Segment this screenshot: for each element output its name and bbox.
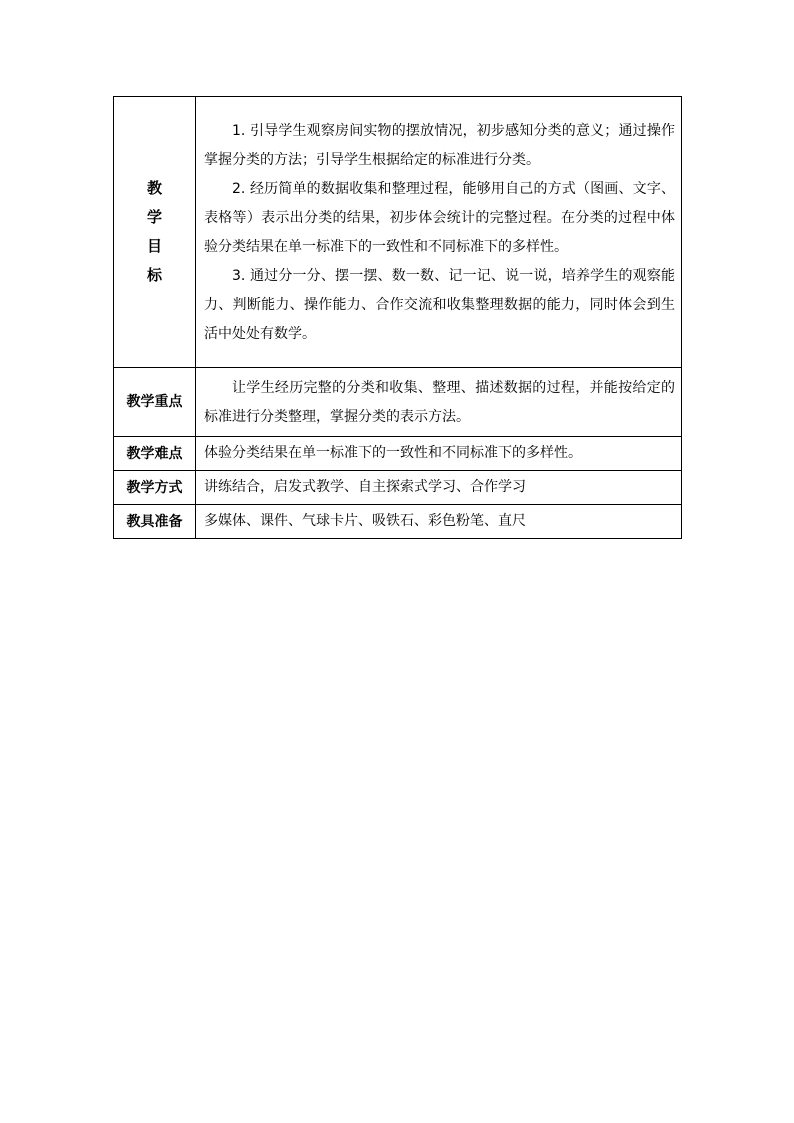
teaching-focus-content <box>196 368 682 437</box>
teaching-difficulty-row <box>114 437 682 471</box>
teaching-materials-label: 教具准备 <box>114 505 196 539</box>
teaching-focus-label: 教学重点 <box>114 368 196 437</box>
teaching-goal-item: 1. 引导学生观察房间实物的摆放情况，初步感知分类的意义；通过操作掌握分类的方法；引导学生根据给定的标准进行分类。 <box>204 123 675 168</box>
teaching-focus-row <box>114 368 682 437</box>
teaching-materials-text: 多媒体、课件、气球卡片、吸铁石、彩色粉笔、直尺 <box>196 505 682 539</box>
teaching-method-row <box>114 471 682 505</box>
lesson-plan-table <box>113 96 682 539</box>
teaching-difficulty-text: 体验分类结果在单一标准下的一致性和不同标准下的多样性。 <box>196 437 682 471</box>
teaching-goal-item: 3. 通过分一分、摆一摆、数一数、记一记、说一说，培养学生的观察能力、判断能力、操作能力、合作交流和收集整理数据的能力，同时体会到生活中处处有数学。 <box>204 268 675 342</box>
teaching-method-label: 教学方式 <box>114 471 196 505</box>
teaching-materials-row <box>114 505 682 539</box>
teaching-focus-text: 让学生经历完整的分类和收集、整理、描述数据的过程，并能按给定的标准进行分类整理，掌握分类的表示方法。 <box>204 380 675 425</box>
teaching-goals-label-cell <box>114 97 196 368</box>
teaching-method-text: 讲练结合，启发式教学、自主探索式学习、合作学习 <box>196 471 682 505</box>
teaching-goals-label: 教学目标 <box>146 179 162 284</box>
teaching-goals-row <box>114 97 682 368</box>
teaching-difficulty-label: 教学难点 <box>114 437 196 471</box>
teaching-goal-item: 2. 经历简单的数据收集和整理过程，能够用自己的方式（图画、文字、表格等）表示出分类的结果，初步体会统计的完整过程。在分类的过程中体验分类结果在单一标准下的一致性和不同标准下的多样性。 <box>204 181 675 255</box>
teaching-goals-content <box>196 97 682 368</box>
